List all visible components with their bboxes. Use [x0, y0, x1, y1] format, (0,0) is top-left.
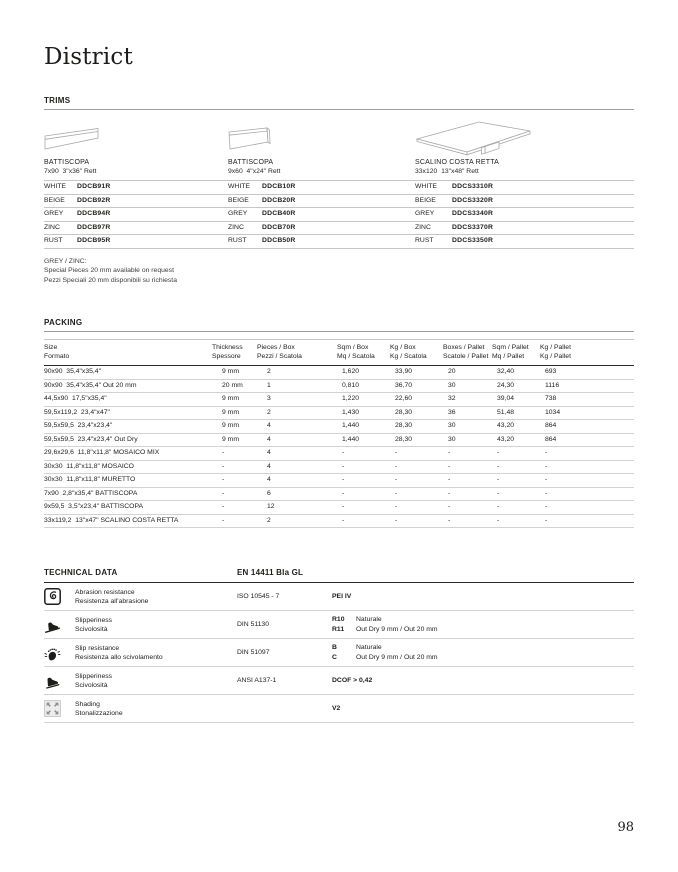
color-name: RUST: [228, 235, 262, 249]
packing-column-header: [540, 340, 634, 366]
value-text: Naturale: [356, 644, 382, 652]
value-text: Out Dry 9 mm / Out 20 mm: [356, 625, 438, 633]
trim-product-name: SCALINO COSTA RETTA: [415, 159, 500, 166]
value-cell: -: [492, 487, 540, 501]
color-code: DDCS3350R: [452, 235, 634, 249]
color-code: DDCB40R: [262, 208, 415, 222]
label-it: Resistenza allo scivolamento: [75, 653, 163, 661]
value-cell: 4: [257, 460, 337, 474]
value-cell: 4: [257, 474, 337, 488]
value-cell: -: [390, 501, 443, 515]
value-cell: 1,440: [337, 433, 390, 447]
value-cell: 30: [443, 379, 492, 393]
color-code: DDCB91R: [77, 181, 228, 195]
technical-rows: [44, 583, 634, 723]
value-class: B: [332, 644, 337, 652]
value-cell: 1034: [540, 406, 634, 420]
value-cell: -: [337, 487, 390, 501]
size-cell: 7x90 2,8"x35,4" BATTISCOPA: [44, 487, 212, 501]
technical-value-line: [332, 643, 634, 653]
value-cell: 864: [540, 433, 634, 447]
technical-row: [44, 667, 634, 695]
value-cell: 22,60: [390, 393, 443, 407]
packing-row: [44, 501, 634, 515]
color-code: DDCB10R: [262, 181, 415, 195]
packing-row: [44, 433, 634, 447]
packing-table: [44, 339, 634, 528]
technical-values: [332, 704, 634, 714]
value-cell: 51,48: [492, 406, 540, 420]
value-cell: 28,30: [390, 420, 443, 434]
technical-standard: DIN 51097: [237, 649, 270, 657]
value-cell: 32: [443, 393, 492, 407]
color-code: DDCB70R: [262, 222, 415, 236]
value-cell: -: [337, 460, 390, 474]
value-cell: -: [492, 514, 540, 528]
value-cell: -: [390, 514, 443, 528]
header-en: Sqm / Box: [337, 344, 369, 352]
packing-row: [44, 474, 634, 488]
packing-column-header: [212, 340, 257, 366]
label-it: Resistenza all'abrasione: [75, 597, 149, 605]
technical-value-line: [332, 592, 634, 602]
color-code: DDCB20R: [262, 195, 415, 209]
header-en: Thickness: [212, 344, 243, 352]
value-class: V2: [332, 705, 341, 713]
color-name: RUST: [415, 235, 452, 249]
value-cell: -: [443, 474, 492, 488]
value-cell: 36,70: [390, 379, 443, 393]
color-code: DDCS3340R: [452, 208, 634, 222]
value-class: C: [332, 653, 337, 661]
packing-header-row: [44, 340, 634, 366]
size-cell: 9x59,5 3,5"x23,4" BATTISCOPA: [44, 501, 212, 515]
packing-header: [44, 340, 634, 366]
value-cell: 43,20: [492, 433, 540, 447]
size-cell: 44,5x90 17,5"x35,4": [44, 393, 212, 407]
packing-body: [44, 366, 634, 528]
color-name: ZINC: [44, 222, 77, 236]
trim-product: [44, 158, 228, 176]
packing-row: [44, 379, 634, 393]
value-cell: 864: [540, 420, 634, 434]
value-cell: 33,90: [390, 366, 443, 380]
value-cell: 693: [540, 366, 634, 380]
trim-names: [44, 158, 634, 176]
color-name: WHITE: [415, 181, 452, 195]
value-cell: -: [337, 447, 390, 461]
color-name: GREY: [228, 208, 262, 222]
size-cell: 90x90 35,4"x35,4" Out 20 mm: [44, 379, 212, 393]
label-en: Abrasion resistance: [75, 588, 135, 596]
technical-label: [75, 644, 237, 662]
value-cell: 36: [443, 406, 492, 420]
packing-column-header: [492, 340, 540, 366]
size-cell: 59,5x59,5 23,4"x23,4" Out Dry: [44, 433, 212, 447]
value-cell: 28,30: [390, 406, 443, 420]
value-cell: -: [492, 447, 540, 461]
technical-value-line: [332, 704, 634, 714]
packing-row: [44, 447, 634, 461]
label-it: Scivolosità: [75, 625, 108, 633]
color-code: DDCB97R: [77, 222, 228, 236]
page-number: 98: [617, 820, 634, 835]
technical-standard: ISO 10545 - 7: [237, 593, 280, 601]
value-cell: 1116: [540, 379, 634, 393]
battiscopa-long-drawing: [44, 119, 228, 160]
size-cell: 29,6x29,6 11,8"x11,8" MOSAICO MIX: [44, 447, 212, 461]
header-it: Mq / Pallet: [492, 353, 525, 361]
packing-row: [44, 460, 634, 474]
value-cell: -: [212, 501, 257, 515]
value-cell: -: [540, 447, 634, 461]
value-cell: -: [540, 514, 634, 528]
technical-row: [44, 583, 634, 611]
technical-values: [332, 592, 634, 602]
battiscopa-short-drawing: [228, 119, 415, 160]
size-cell: 30x30 11,8"x11,8" MURETTO: [44, 474, 212, 488]
label-it: Stonalizzazione: [75, 709, 123, 717]
barefoot-wet-icon: [44, 644, 75, 661]
value-cell: -: [212, 474, 257, 488]
value-cell: -: [337, 474, 390, 488]
trim-product: [415, 158, 634, 176]
scalino-drawing: [415, 119, 634, 160]
packing-column-header: [44, 340, 212, 366]
trims-note-line: Special Pieces 20 mm available on request: [44, 267, 174, 275]
trims-note-line: GREY / ZINC:: [44, 257, 87, 265]
value-cell: -: [443, 514, 492, 528]
trims-note: [44, 257, 634, 286]
trim-color-grid: [44, 180, 634, 249]
technical-values: [332, 615, 634, 635]
header-en: Kg / Pallet: [540, 344, 571, 352]
value-cell: 738: [540, 393, 634, 407]
value-cell: 1,440: [337, 420, 390, 434]
packing-row: [44, 393, 634, 407]
value-cell: -: [443, 487, 492, 501]
color-name: ZINC: [415, 222, 452, 236]
value-cell: 1,220: [337, 393, 390, 407]
value-cell: 0,810: [337, 379, 390, 393]
packing-row: [44, 487, 634, 501]
size-cell: 59,5x119,2 23,4"x47": [44, 406, 212, 420]
technical-value-line: [332, 625, 634, 635]
value-cell: 24,30: [492, 379, 540, 393]
value-cell: 1: [257, 379, 337, 393]
value-cell: 1,430: [337, 406, 390, 420]
value-cell: -: [540, 487, 634, 501]
value-cell: -: [390, 474, 443, 488]
color-name: WHITE: [44, 181, 77, 195]
value-cell: 2: [257, 514, 337, 528]
value-cell: 2: [257, 406, 337, 420]
value-cell: 1,620: [337, 366, 390, 380]
value-cell: -: [390, 447, 443, 461]
value-cell: 6: [257, 487, 337, 501]
technical-title: TECHNICAL DATA: [44, 568, 118, 578]
value-cell: 39,04: [492, 393, 540, 407]
value-cell: -: [540, 501, 634, 515]
value-cell: 32,40: [492, 366, 540, 380]
value-class: R11: [332, 625, 345, 633]
header-en: Boxes / Pallet: [443, 344, 485, 352]
value-cell: 30: [443, 420, 492, 434]
value-cell: -: [492, 501, 540, 515]
packing-column-header: [390, 340, 443, 366]
size-cell: 33x119,2 13"x47" SCALINO COSTA RETTA: [44, 514, 212, 528]
technical-value-line: [332, 676, 634, 686]
color-name: BEIGE: [44, 195, 77, 209]
color-code: DDCS3370R: [452, 222, 634, 236]
trim-product-size: 7x90 3"x36" Rett: [44, 168, 97, 175]
value-class: DCOF > 0,42: [332, 677, 373, 685]
value-cell: 4: [257, 433, 337, 447]
header-it: Spessore: [212, 353, 241, 361]
value-cell: 3: [257, 393, 337, 407]
value-cell: -: [390, 460, 443, 474]
technical-values: [332, 676, 634, 686]
value-cell: -: [390, 487, 443, 501]
color-code: DDCB95R: [77, 235, 228, 249]
header-en: Size: [44, 344, 58, 352]
color-name: GREY: [44, 208, 77, 222]
trims-section: [44, 96, 634, 285]
value-cell: -: [337, 514, 390, 528]
technical-values: [332, 643, 634, 663]
trim-product-size: 9x60 4"x24" Rett: [228, 168, 281, 175]
shading-arrows-icon: [44, 700, 75, 717]
color-code: DDCB92R: [77, 195, 228, 209]
page-title: District: [44, 44, 133, 70]
packing-section-title: PACKING: [44, 318, 634, 332]
technical-label: [75, 588, 237, 606]
trim-figures: [44, 119, 634, 158]
value-cell: 9 mm: [212, 433, 257, 447]
value-cell: 43,20: [492, 420, 540, 434]
packing-column-header: [443, 340, 492, 366]
header-en: Pieces / Box: [257, 344, 295, 352]
trim-product-name: BATTISCOPA: [44, 159, 90, 166]
value-cell: -: [540, 460, 634, 474]
packing-column-header: [257, 340, 337, 366]
value-cell: -: [492, 460, 540, 474]
technical-label: [75, 672, 237, 690]
technical-label: [75, 700, 237, 718]
color-name: BEIGE: [228, 195, 262, 209]
header-it: Kg / Scatola: [390, 353, 427, 361]
header-en: Kg / Box: [390, 344, 416, 352]
value-cell: -: [212, 447, 257, 461]
value-class: R10: [332, 616, 345, 624]
value-cell: 12: [257, 501, 337, 515]
trim-product-name: BATTISCOPA: [228, 159, 274, 166]
technical-standard: ANSI A137-1: [237, 677, 277, 685]
header-it: Formato: [44, 353, 70, 361]
trims-section-title: TRIMS: [44, 96, 634, 110]
packing-section: [44, 318, 634, 528]
size-cell: 59,5x59,5 23,4"x23,4": [44, 420, 212, 434]
value-text: Out Dry 9 mm / Out 20 mm: [356, 653, 438, 661]
trim-product-size: 33x120 13"x48" Rett: [415, 168, 479, 175]
color-name: GREY: [415, 208, 452, 222]
packing-row: [44, 406, 634, 420]
header-en: Sqm / Pallet: [492, 344, 529, 352]
header-it: Kg / Pallet: [540, 353, 571, 361]
technical-label: [75, 616, 237, 634]
color-name: BEIGE: [415, 195, 452, 209]
value-cell: -: [540, 474, 634, 488]
color-name: ZINC: [228, 222, 262, 236]
technical-value-line: [332, 615, 634, 625]
label-en: Shading: [75, 700, 100, 708]
technical-norm: EN 14411 BIa GL: [237, 568, 304, 578]
color-name: RUST: [44, 235, 77, 249]
value-class: PEI IV: [332, 593, 352, 601]
label-it: Scivolosità: [75, 681, 108, 689]
color-code: DDCS3320R: [452, 195, 634, 209]
technical-header: [44, 568, 634, 583]
header-it: Mq / Scatola: [337, 353, 375, 361]
value-cell: -: [337, 501, 390, 515]
value-cell: -: [443, 460, 492, 474]
trim-product: [228, 158, 415, 176]
technical-value-line: [332, 653, 634, 663]
value-cell: -: [443, 501, 492, 515]
technical-section: [44, 568, 634, 723]
packing-row: [44, 514, 634, 528]
color-name: WHITE: [228, 181, 262, 195]
technical-row: [44, 695, 634, 723]
label-en: Slip resistance: [75, 644, 120, 652]
label-en: Slipperiness: [75, 616, 113, 624]
technical-row: [44, 639, 634, 667]
value-cell: 4: [257, 420, 337, 434]
value-cell: 9 mm: [212, 420, 257, 434]
value-cell: 30: [443, 433, 492, 447]
value-cell: -: [492, 474, 540, 488]
value-cell: 4: [257, 447, 337, 461]
value-cell: -: [212, 460, 257, 474]
value-cell: 20: [443, 366, 492, 380]
value-cell: 2: [257, 366, 337, 380]
color-code: DDCS3310R: [452, 181, 634, 195]
label-en: Slipperiness: [75, 672, 113, 680]
technical-row: [44, 611, 634, 639]
packing-row: [44, 420, 634, 434]
shoe-slope-icon: [44, 616, 75, 633]
technical-standard: DIN 51130: [237, 621, 269, 629]
trims-note-line: Pezzi Speciali 20 mm disponibili su richiesta: [44, 276, 177, 284]
value-cell: 9 mm: [212, 393, 257, 407]
value-text: Naturale: [356, 616, 382, 624]
color-code: DDCB50R: [262, 235, 415, 249]
size-cell: 90x90 35,4"x35,4": [44, 366, 212, 380]
header-it: Scatole / Pallet: [443, 353, 489, 361]
value-cell: 9 mm: [212, 366, 257, 380]
header-it: Pezzi / Scatola: [257, 353, 302, 361]
size-cell: 30x30 11,8"x11,8" MOSAICO: [44, 460, 212, 474]
color-code: DDCB94R: [77, 208, 228, 222]
packing-row: [44, 366, 634, 380]
value-cell: 20 mm: [212, 379, 257, 393]
value-cell: -: [443, 447, 492, 461]
shoe-flat-icon: [44, 672, 75, 689]
abrasion-disc-icon: [44, 588, 75, 605]
value-cell: -: [212, 487, 257, 501]
value-cell: -: [212, 514, 257, 528]
packing-column-header: [337, 340, 390, 366]
value-cell: 9 mm: [212, 406, 257, 420]
value-cell: 28,30: [390, 433, 443, 447]
